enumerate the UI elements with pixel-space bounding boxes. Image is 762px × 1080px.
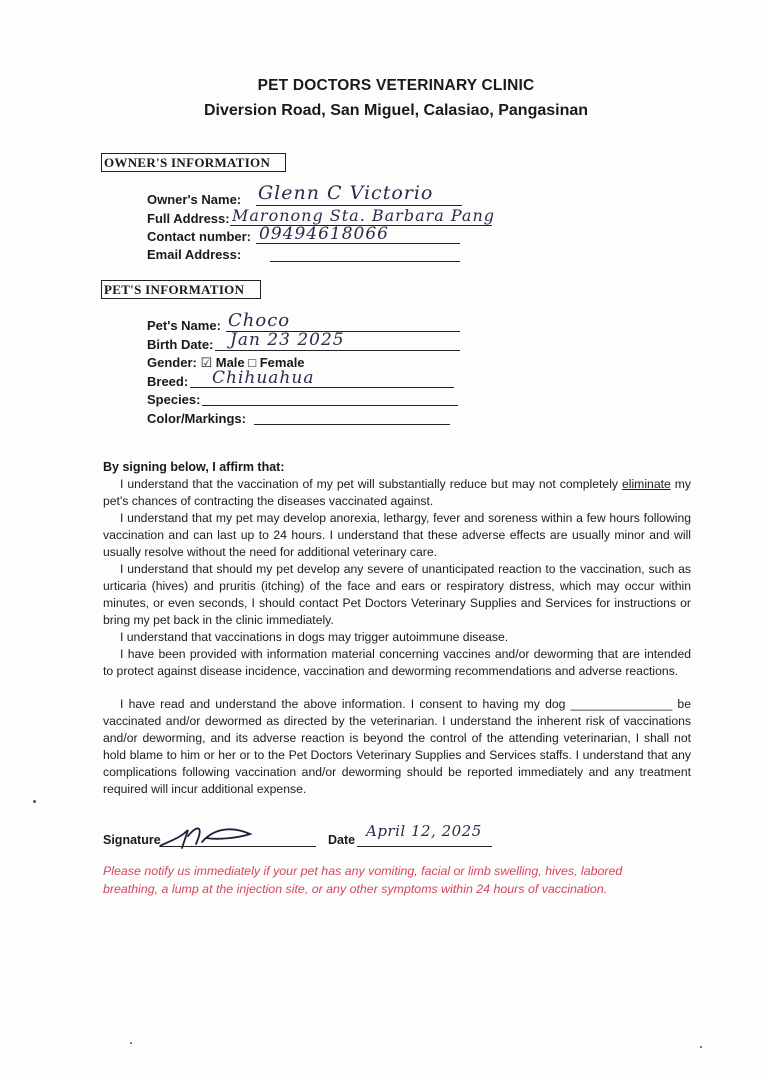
date-line[interactable] [357, 846, 492, 847]
contact-number-value: 09494618066 [259, 224, 389, 244]
affirmation-paragraph-2: I understand that my pet may develop anorexia, lethargy, fever and soreness within a few hours following vaccination and can last up to 24 hours. I understand that these adverse effects are usually minor and will usually resolve without the need for additional veterinary care. [103, 511, 691, 559]
pet-name-label: Pet's Name: [147, 318, 221, 333]
color-markings-line[interactable] [254, 424, 450, 425]
species-label: Species: [147, 392, 201, 407]
scan-speck [33, 800, 36, 803]
date-value: April 12, 2025 [366, 822, 482, 840]
clinic-name: PET DOCTORS VETERINARY CLINIC [257, 77, 535, 94]
breed-label: Breed: [147, 374, 189, 389]
owner-address-value: Maronong Sta. Barbara Pang [232, 206, 496, 225]
birth-date-label: Birth Date: [147, 337, 214, 352]
owner-name-value: Glenn C Victorio [258, 182, 434, 204]
affirmation-paragraph-3: I understand that should my pet develop any severe of unanticipated reaction to the vaccination, such as urticaria (hives) and pruritis (itching) of the face and ears or respiratory distress, which may occur within minutes, or even seconds, I should contact Pet Doctors Veterinary Supplies and Services for instructions or bring my pet back in the clinic immediately. [103, 562, 691, 627]
contact-number-label: Contact number: [147, 229, 251, 244]
scan-speck [700, 1046, 702, 1048]
date-label: Date [328, 833, 356, 847]
gender-male-checkbox[interactable]: ☑ Male [200, 355, 245, 370]
breed-value: Chihuahua [212, 368, 315, 388]
affirmation-paragraph-6: I have read and understand the above information. I consent to having my dog _______________ be vaccinated and/or dewormed as directed by the veterinarian. I understand the inherent risk of vaccinations and/or deworming, and its adverse reaction is beyond the control of the attending veterinarian, I shall not hold blame to him or her or to the Pet Doctors Veterinary Supplies and Services staffs. I understand that any complications following vaccination and/or deworming should be reported immediately and any treatment required will incur additional expense. [103, 697, 691, 796]
affirmation-title: By signing below, I affirm that: [103, 460, 285, 474]
email-label: Email Address: [147, 247, 242, 262]
signature-scribble [158, 818, 258, 852]
color-markings-label: Color/Markings: [147, 411, 246, 426]
p1-text-a: I understand that the vaccination of my pet will substantially reduce but may not completely [120, 477, 622, 491]
owner-address-label: Full Address: [147, 211, 230, 226]
vaccination-notice: Please notify us immediately if your pet has any vomiting, facial or limb swelling, hives, labored breathing, a lump at the injection site, or any other symptoms within 24 hours of vaccination. [103, 864, 623, 896]
pet-section-title: PET'S INFORMATION [101, 280, 261, 299]
clinic-address: Diversion Road, San Miguel, Calasiao, Pangasinan [203, 102, 589, 119]
affirmation-paragraph-5: I have been provided with information material concerning vaccines and/or deworming that are intended to protect against disease incidence, vaccination and deworming recommendations and adverse reactions. [103, 647, 691, 678]
affirmation-paragraph-1 [103, 476, 691, 510]
signature-label: Signature [103, 833, 161, 847]
owner-section-title: OWNER'S INFORMATION [101, 153, 286, 172]
pet-name-value: Choco [228, 310, 291, 331]
affirmation-paragraph-4: I understand that vaccinations in dogs may trigger autoimmune disease. [120, 630, 509, 644]
gender-female-checkbox[interactable]: □ Female [248, 355, 305, 370]
birth-date-value: Jan 23 2025 [230, 330, 345, 350]
p1-text-b: my pet's chances of contracting the diseases vaccinated against. [103, 477, 691, 508]
birth-date-line[interactable] [215, 350, 460, 351]
owner-name-label: Owner's Name: [147, 192, 242, 207]
email-line[interactable] [270, 261, 460, 262]
scan-speck [130, 1042, 132, 1044]
p1-underlined-word: eliminate [621, 477, 671, 491]
gender-label: Gender: [147, 355, 197, 370]
species-line[interactable] [202, 405, 458, 406]
